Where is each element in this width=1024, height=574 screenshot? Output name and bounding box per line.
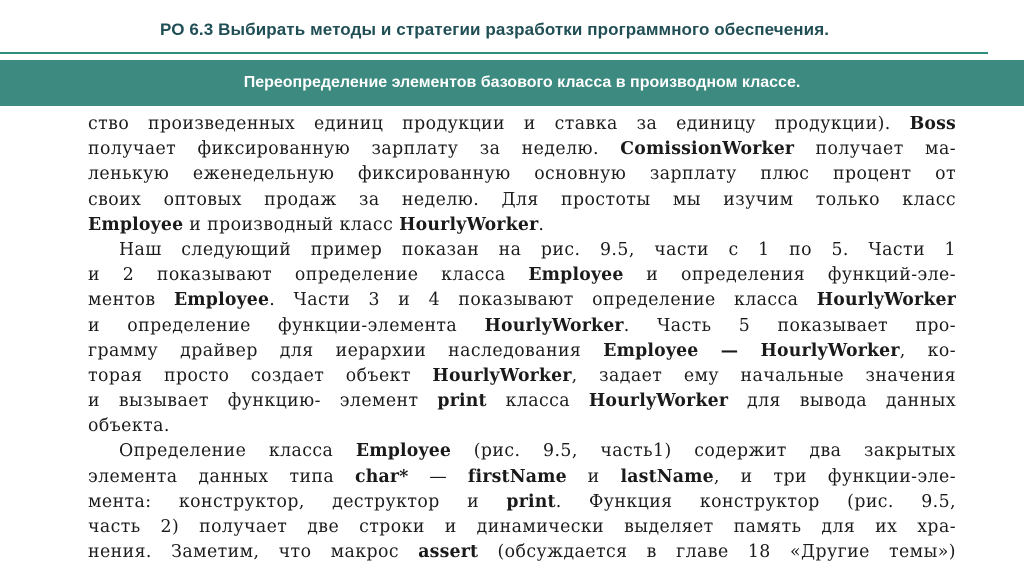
section-banner bbox=[0, 60, 1024, 106]
title-divider bbox=[0, 52, 988, 54]
code-term: print bbox=[506, 491, 556, 512]
text-segment: — bbox=[408, 466, 468, 487]
text-segment: своих оптовых продаж за неделю. Для простоты мы изучим только класс bbox=[88, 189, 956, 210]
text-segment: объекта. bbox=[88, 416, 170, 437]
text-segment: для вывода данных bbox=[728, 391, 956, 412]
text-segment: Наш следующий пример показан на рис. 9.5, части с 1 по 5. Части 1 bbox=[119, 239, 956, 260]
text-segment: часть 2) получает две строки и динамически выделяет память для их хра- bbox=[88, 517, 956, 537]
text-segment: класса bbox=[486, 391, 589, 412]
text-line bbox=[88, 188, 956, 213]
text-line bbox=[88, 288, 956, 313]
code-term: assert bbox=[418, 542, 479, 563]
code-term: HourlyWorker bbox=[432, 365, 572, 386]
text-segment: ленькую еженедельную фиксированную основную зарплату плюс процент от bbox=[88, 164, 956, 185]
text-line bbox=[88, 540, 956, 565]
text-segment: получает фиксированную зарплату за неделю. bbox=[88, 139, 621, 160]
text-line bbox=[88, 112, 956, 137]
code-term: HourlyWorker bbox=[816, 290, 956, 311]
code-term: HourlyWorker bbox=[484, 315, 624, 336]
text-line bbox=[88, 339, 956, 364]
text-segment: . Часть 5 показывает про- bbox=[623, 315, 956, 336]
text-segment: (рис. 9.5, часть1) содержит два закрытых bbox=[451, 441, 956, 462]
text-line bbox=[88, 465, 956, 490]
text-segment: получает ма- bbox=[794, 139, 956, 160]
text-line bbox=[88, 213, 956, 238]
text-segment: Определение класса bbox=[119, 441, 356, 462]
text-segment: и производный класс bbox=[183, 214, 400, 235]
text-segment: мента: конструктор, деструктор и bbox=[88, 491, 507, 512]
text-segment: и 2 показывают определение класса bbox=[88, 265, 529, 286]
code-term: Employee bbox=[173, 290, 270, 311]
code-term: HourlyWorker bbox=[588, 391, 729, 412]
text-segment: и bbox=[566, 466, 621, 487]
code-term: Employee bbox=[88, 214, 184, 235]
code-term: char* bbox=[355, 466, 409, 487]
code-term: print bbox=[437, 391, 487, 412]
scanned-book-page bbox=[88, 112, 956, 574]
text-line bbox=[88, 515, 956, 540]
text-line bbox=[88, 263, 956, 288]
text-segment: , ко- bbox=[899, 340, 956, 361]
slide-title: РО 6.3 Выбирать методы и стратегии разработки программного обеспечения. bbox=[160, 20, 830, 39]
text-line bbox=[88, 439, 956, 464]
code-term: firstName bbox=[467, 466, 567, 487]
text-line bbox=[88, 238, 956, 263]
text-line bbox=[88, 490, 956, 515]
code-term: Boss bbox=[909, 114, 956, 134]
code-term: Employee bbox=[528, 265, 624, 286]
text-segment: и вызывает функцию- элемент bbox=[88, 391, 438, 412]
text-segment: грамму драйвер для иерархии наследования bbox=[88, 340, 604, 361]
text-segment: , задает ему начальные значения bbox=[571, 365, 956, 386]
code-term: Employee bbox=[355, 441, 452, 462]
text-segment: и определения функций-эле- bbox=[623, 265, 956, 286]
text-segment: элемента данных типа bbox=[88, 466, 356, 487]
text-segment: торая просто создает объект bbox=[88, 365, 433, 386]
code-term: Employee — HourlyWorker bbox=[603, 340, 900, 361]
text-segment: (обсуждается в главе 18 «Другие темы») bbox=[478, 542, 956, 563]
text-line bbox=[88, 414, 956, 439]
text-segment: ство произведенных единиц продукции и ставка за единицу продукции). bbox=[88, 114, 910, 134]
text-segment: и определение функции-элемента bbox=[88, 315, 485, 336]
text-segment: ментов bbox=[88, 290, 174, 311]
text-line bbox=[88, 162, 956, 187]
code-term: ComissionWorker bbox=[620, 139, 795, 160]
text-line bbox=[88, 364, 956, 389]
section-banner-text: Переопределение элементов базового класса в производном классе. bbox=[243, 74, 801, 91]
code-term: lastName bbox=[620, 466, 714, 487]
text-segment: нения. Заметим, что макрос bbox=[88, 542, 419, 563]
text-segment: , и три функции-эле- bbox=[713, 466, 956, 487]
text-line bbox=[88, 389, 956, 414]
text-line bbox=[88, 314, 956, 339]
text-segment: . Функция конструктор (рис. 9.5, bbox=[555, 491, 956, 512]
text-segment: . bbox=[538, 214, 545, 235]
text-line bbox=[88, 137, 956, 162]
text-segment: . Части 3 и 4 показывают определение класса bbox=[269, 290, 817, 311]
code-term: HourlyWorker bbox=[399, 214, 539, 235]
